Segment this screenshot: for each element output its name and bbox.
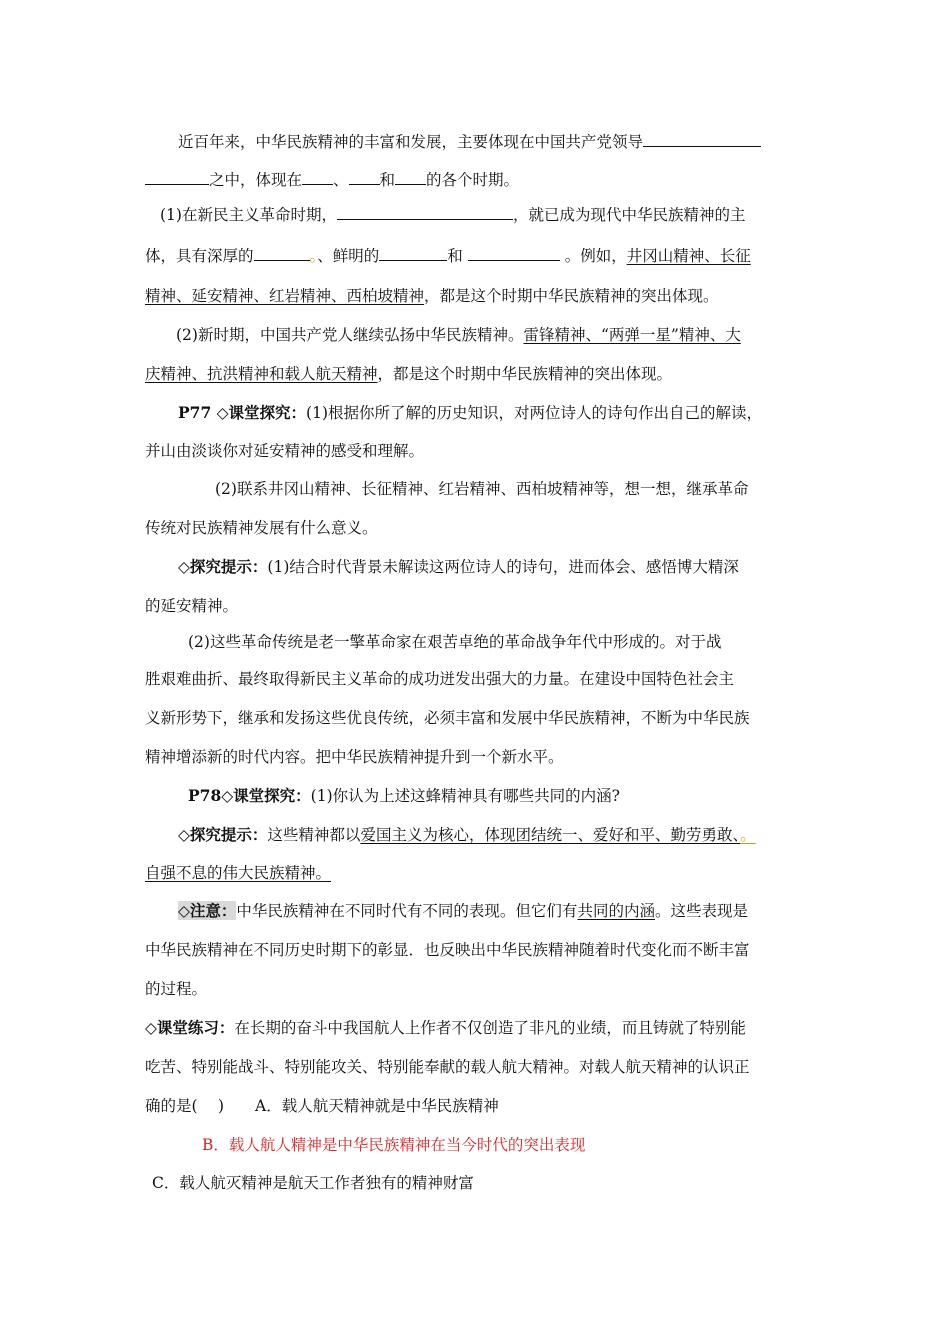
p3-line1: (2)新时期，中国共产党人继续弘扬中华民族精神。雷锋精神、“两弹一星”精神、大 [176, 326, 741, 344]
p1-line2: 之中，体现在 、 和 的各个时期。 [145, 169, 519, 191]
p5-line4: 胜艰难曲折、最终取得新民主义革命的成功迸发出强大的力量。在建设中国特色社会主 [145, 670, 735, 688]
fill-blank[interactable] [395, 170, 426, 185]
p6-line2: ◇探究提示：这些精神都以爱国主义为核心，体现团结统一、爱好和平、勤劳勇敢、。 [178, 825, 756, 844]
fill-blank[interactable] [337, 205, 513, 220]
fill-blank[interactable] [643, 132, 761, 147]
fill-blank[interactable] [302, 170, 333, 185]
fill-blank[interactable] [349, 170, 380, 185]
p5-line2: 的延安精神。 [145, 597, 239, 615]
p2-line3: 精神、延安精神、红岩精神、西柏坡精神，都是这个时期中华民族精神的突出体现。 [145, 287, 719, 305]
p8-line1: ◇课堂练习：在长期的奋斗中我国航人上作者不仅创造了非凡的业绩，而且铸就了特别能 [145, 1018, 746, 1037]
p4-line3: (2)联系井冈山精神、长征精神、红岩精神、西柏坡精神等，想一想，继承革命 [215, 480, 749, 498]
p2-line2: 体，具有深厚的 。、鲜明的 和 。例如，井冈山精神、长征 [145, 247, 751, 265]
p1-line1: 近百年来，中华民族精神的丰富和发展，主要体现在中国共产党领导 [178, 131, 761, 153]
p2-line1: (1)在新民主义革命时期， ，就已成为现代中华民族精神的主 [160, 206, 746, 224]
p4-line4: 传统对民族精神发展有什么意义。 [145, 519, 378, 537]
fill-blank[interactable] [145, 170, 209, 185]
p6-line1: P78◇课堂探究：(1)你认为上述这蜂精神具有哪些共同的内涵? [188, 786, 620, 805]
p4-line1: P77 ◇课堂探究：(1)根据你所了解的历史知识，对两位诗人的诗句作出自己的解读， [178, 403, 763, 422]
p8-line3: 确的是( ) A．载人航天精神就是中华民族精神 [145, 1097, 499, 1115]
p7-line2: 中华民族精神在不同历史时期下的彰显．也反映出中华民族精神随着时代变化而不断丰富 [145, 941, 750, 959]
p4-line2: 并山由淡谈你对延安精神的感受和理解。 [145, 442, 425, 460]
p5-line3: (2)这些革命传统是老一擎革命家在艰苦卓绝的革命战争年代中形成的。对于战 [188, 633, 722, 651]
option-b[interactable]: B．载人航人精神是中华民族精神在当今时代的突出表现 [202, 1136, 586, 1154]
p5-line6: 精神增添新的时代内容。把中华民族精神提升到一个新水平。 [145, 748, 564, 766]
fill-blank[interactable] [254, 246, 310, 261]
option-c[interactable]: C．载人航灭精神是航天工作者独有的精神财富 [152, 1174, 474, 1192]
p8-line2: 吃苦、特别能战斗、特别能攻关、特别能奉献的载人航大精神。对载人航天精神的认识正 [145, 1058, 750, 1076]
p5-line5: 义新形势下，继承和发扬这些优良传统，必须丰富和发展中华民族精神，不断为中华民族 [145, 709, 750, 727]
p5-line1: ◇探究提示：(1)结合时代背景未解读这两位诗人的诗句，进而体会、感悟博大精深 [178, 557, 739, 576]
fill-blank[interactable] [379, 246, 447, 261]
p6-line3: 自强不息的伟大民族精神。 [145, 864, 332, 882]
fill-blank[interactable] [468, 246, 560, 261]
p3-line2: 庆精神、抗洪精神和载人航天精神，都是这个时期中华民族精神的突出体现。 [145, 365, 673, 383]
p7-line1: ◇注意：中华民族精神在不同时代有不同的表现。但它们有共同的内涵。这些表现是 [178, 901, 748, 920]
p7-line3: 的过程。 [145, 980, 208, 998]
